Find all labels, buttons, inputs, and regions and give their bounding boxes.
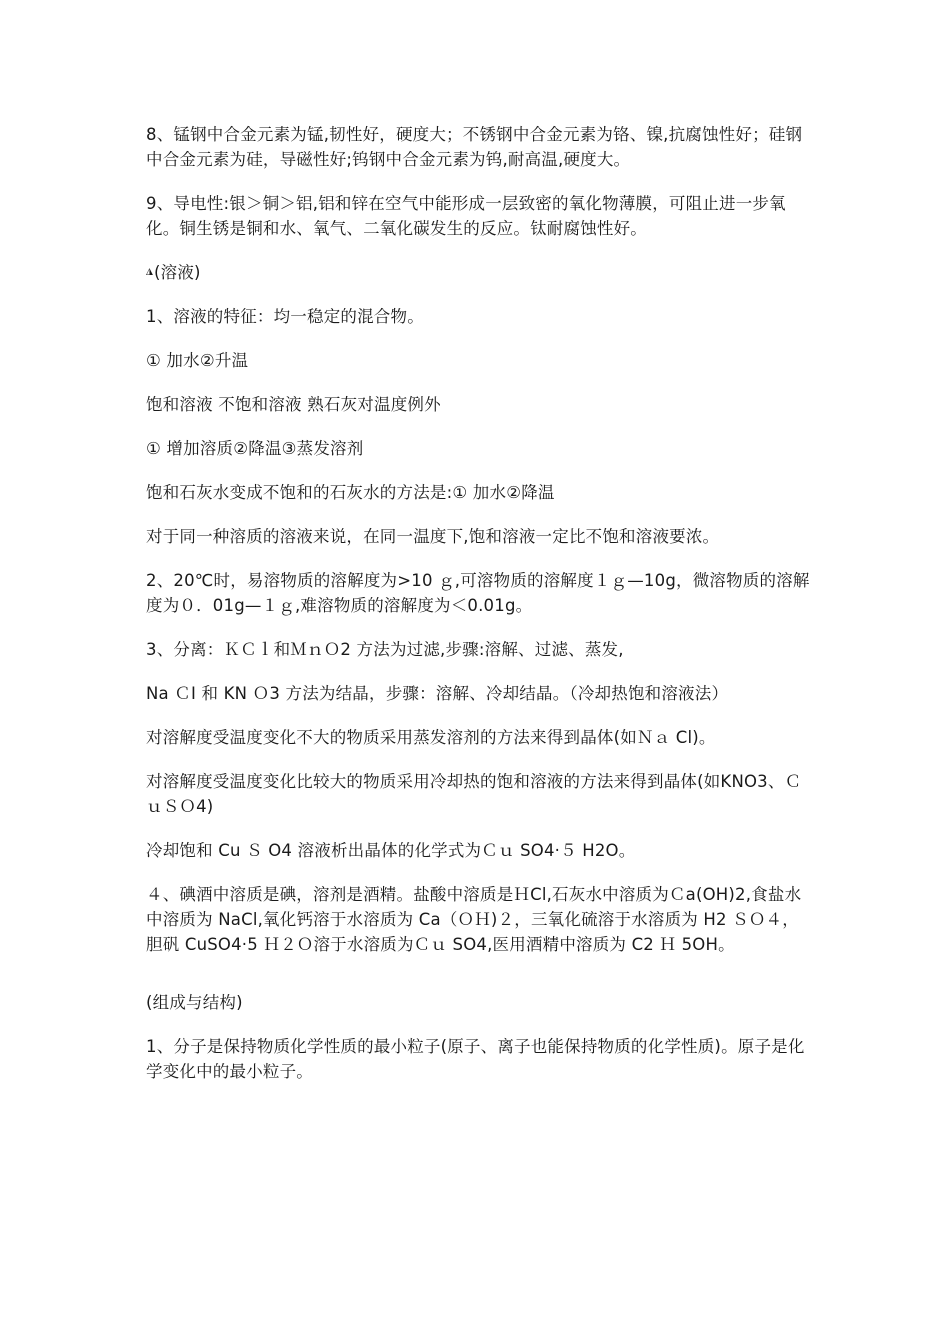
solution-item: ① 增加溶质②降温③蒸发溶剂	[146, 439, 364, 458]
section-heading-solution	[146, 260, 810, 285]
section-spacer	[146, 976, 810, 990]
solution-item: 对于同一种溶质的溶液来说，在同一温度下,饱和溶液一定比不饱和溶液要浓。	[146, 527, 720, 546]
solution-item: ① 加水②升温	[146, 351, 249, 370]
solution-item: 饱和石灰水变成不饱和的石灰水的方法是:① 加水②降温	[146, 483, 555, 502]
solution-item: 对溶解度受温度变化不大的物质采用蒸发溶剂的方法来得到晶体(如Ｎａ Cl)。	[146, 728, 716, 747]
solution-item: 冷却饱和 Cu Ｓ O4 溶液析出晶体的化学式为Ｃｕ SO4·５ H2O。	[146, 841, 636, 860]
solution-item: 3、分离：ＫＣｌ和ＭｎＯ2 方法为过滤,步骤:溶解、过滤、蒸发,	[146, 640, 624, 659]
structure-item: 1、分子是保持物质化学性质的最小粒子(原子、离子也能保持物质的化学性质)。原子是化学变化中的最小粒子。	[146, 1037, 805, 1081]
triangle-marker-icon: ◮	[146, 267, 154, 277]
solution-item: 1、溶液的特征：均一稳定的混合物。	[146, 307, 424, 326]
paragraph-conductivity: 9、导电性:银＞铜＞铝,铝和锌在空气中能形成一层致密的氧化物薄膜，可阻止进一步氧化。铜生锈是铜和水、氧气、二氧化碳发生的反应。钛耐腐蚀性好。	[146, 194, 786, 238]
section-title-structure: (组成与结构)	[146, 993, 243, 1012]
section-title-solution: (溶液)	[154, 263, 201, 282]
paragraph-alloy-steels: 8、锰钢中合金元素为锰,韧性好，硬度大；不锈钢中合金元素为铬、镍,抗腐蚀性好；硅钢中合金元素为硅，导磁性好;钨钢中合金元素为钨,耐高温,硬度大。	[146, 125, 803, 169]
solution-item: ４、碘酒中溶质是碘，溶剂是酒精。盐酸中溶质是ＨCl,石灰水中溶质为Ｃa(OH)2,食盐水中溶质为 NaCl,氧化钙溶于水溶质为 Ca（ＯＨ)２，三氧化硫溶于水溶质为 H2 ＳＯ４，胆矾 CuSO4·5 Ｈ２Ｏ溶于水溶质为Ｃｕ SO4,医用酒精中溶质为 C2 Ｈ 5OH。	[146, 885, 802, 954]
solution-item: Na ＣI 和 KN Ｏ3 方法为结晶，步骤：溶解、冷却结晶。（冷却热饱和溶液法）	[146, 684, 729, 703]
solution-item: 2、20℃时，易溶物质的溶解度为>10 ｇ,可溶物质的溶解度１ｇ—10g，微溶物质的溶解度为０．01g—１ｇ,难溶物质的溶解度为＜0.01g。	[146, 571, 810, 615]
solution-item: 对溶解度受温度变化比较大的物质采用冷却热的饱和溶液的方法来得到晶体(如KNO3、ＣｕＳＯ4)	[146, 772, 802, 816]
solution-item: 饱和溶液 不饱和溶液 熟石灰对温度例外	[146, 395, 441, 414]
document-page	[146, 122, 810, 1103]
